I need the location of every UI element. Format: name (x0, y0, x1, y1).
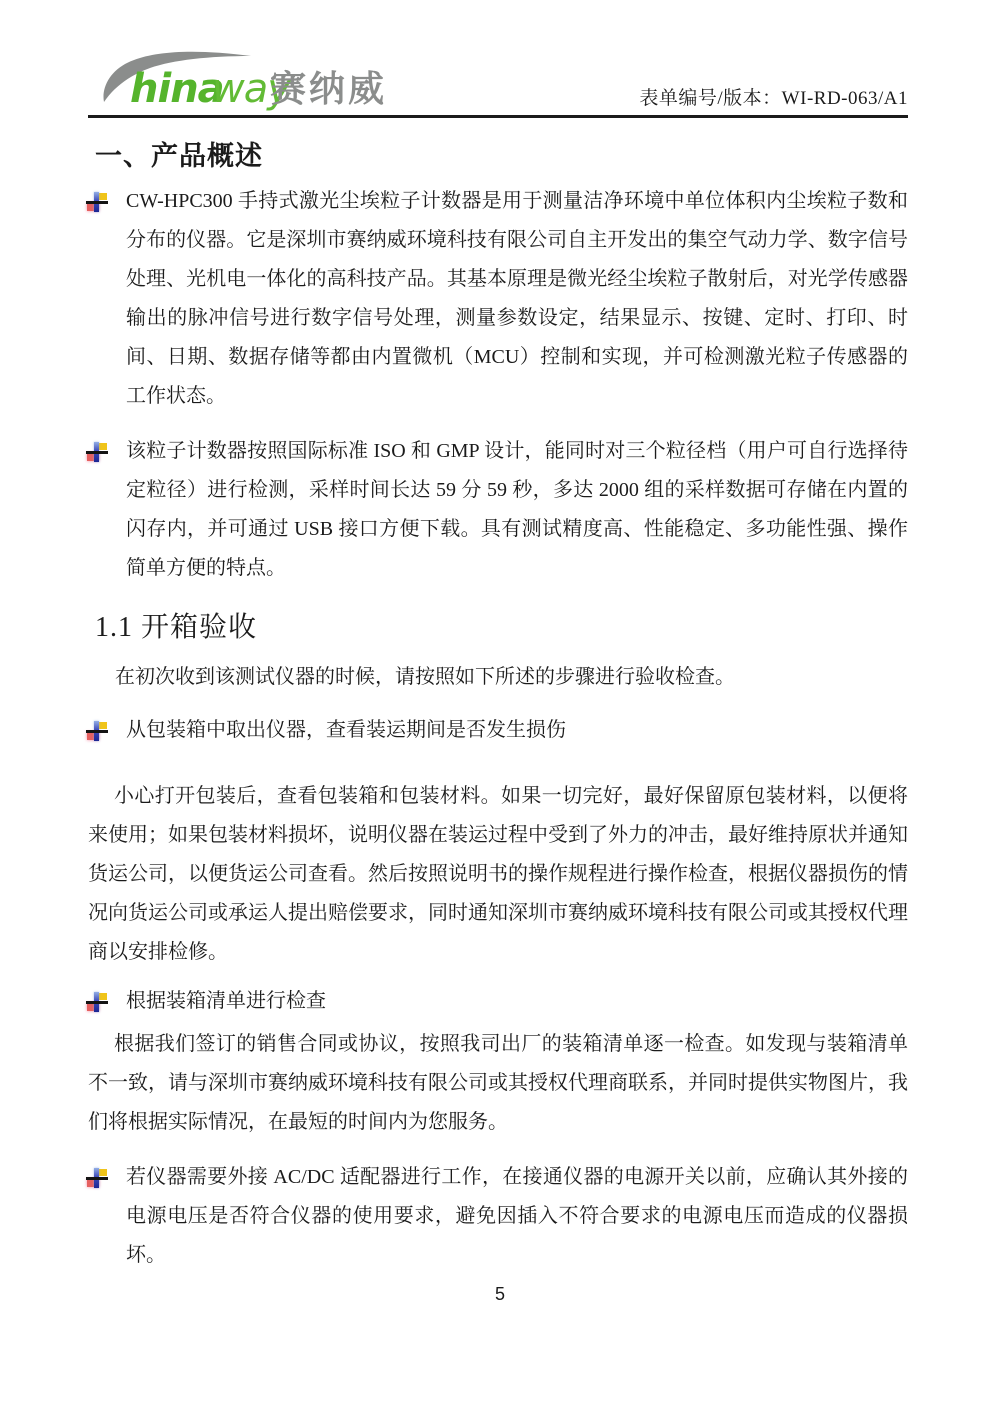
page-number: 5 (494, 1284, 505, 1304)
page-footer (0, 1283, 1000, 1305)
paragraph-checklist-instructions: 根据我们签订的销售合同或协议，按照我司出厂的装箱清单逐一检查。如发现与装箱清单不一致，请与深圳市赛纳威环境科技有限公司或其授权代理商联系，并同时提供实物图片，我们将根据实际情况，在最短的时间内为您服务。 (88, 1033, 908, 1133)
paragraph-unpack-instructions: 小心打开包装后，查看包装箱和包装材料。如果一切完好，最好保留原包装材料，以便将来使用；如果包装材料损坏，说明仪器在装运过程中受到了外力的冲击，最好维持原状并通知货运公司，以便货运公司查看。然后按照说明书的操作规程进行操作检查，根据仪器损伤的情况向货运公司或承运人提出赔偿要求，同时通知深圳市赛纳威环境科技有限公司或其授权代理商以安排检修。 (88, 785, 908, 963)
colored-cross-bullet-icon (86, 721, 108, 741)
colored-cross-bullet-icon (86, 192, 108, 212)
intro-text: 在初次收到该测试仪器的时候，请按照如下所述的步骤进行验收检查。 (115, 666, 735, 688)
bullet-text: 从包装箱中取出仪器，查看装运期间是否发生损伤 (126, 719, 566, 741)
chinaway-logo-graphic (88, 50, 388, 112)
chinaway-logo (88, 50, 388, 112)
section-title-overview: 一、产品概述 (95, 141, 263, 171)
doc-number: 表单编号/版本：WI-RD-063/A1 (639, 88, 908, 109)
logo-text-hina: hina (130, 66, 224, 112)
logo-text-cn: 赛纳威 (270, 69, 388, 110)
bullet-text: 若仪器需要外接 AC/DC 适配器进行工作，在接通仪器的电源开关以前，应确认其外接的电源电压是否符合仪器的使用要求，避免因插入不符合要求的电源电压而造成的仪器损坏。 (126, 1166, 908, 1266)
bullet-item-remove-from-box (86, 711, 908, 750)
header-rule (88, 115, 908, 118)
bullet-item-packing-list (86, 982, 908, 1021)
colored-cross-bullet-icon (86, 992, 108, 1012)
bullet-text: 根据装箱清单进行检查 (126, 990, 326, 1012)
page-header (88, 50, 908, 112)
logo-text-way: way (212, 66, 290, 112)
bullet-item-standards (86, 432, 908, 588)
bullet-item-product-description (86, 182, 908, 416)
colored-cross-bullet-icon (86, 1168, 108, 1188)
bullet-text: 该粒子计数器按照国际标准 ISO 和 GMP 设计，能同时对三个粒径档（用户可自行选择待定粒径）进行检测，采样时间长达 59 分 59 秒，多达 2000 组的采样数据可存储在内置的闪存内，并可通过 USB 接口方便下载。具有测试精度高、性能稳定、多功能性强、操作简单方便的特点。 (126, 440, 908, 579)
bullet-item-power-adapter (86, 1158, 908, 1275)
colored-cross-bullet-icon (86, 442, 108, 462)
bullet-text: CW-HPC300 手持式激光尘埃粒子计数器是用于测量洁净环境中单位体积内尘埃粒子数和分布的仪器。它是深圳市赛纳威环境科技有限公司自主开发出的集空气动力学、数字信号处理、光机电一体化的高科技产品。其基本原理是微光经尘埃粒子散射后，对光学传感器输出的脉冲信号进行数字信号处理，测量参数设定，结果显示、按键、定时、打印、时间、日期、数据存储等都由内置微机（MCU）控制和实现，并可检测激光粒子传感器的工作状态。 (126, 190, 908, 407)
subsection-title-unboxing: 1.1 开箱验收 (95, 612, 258, 643)
